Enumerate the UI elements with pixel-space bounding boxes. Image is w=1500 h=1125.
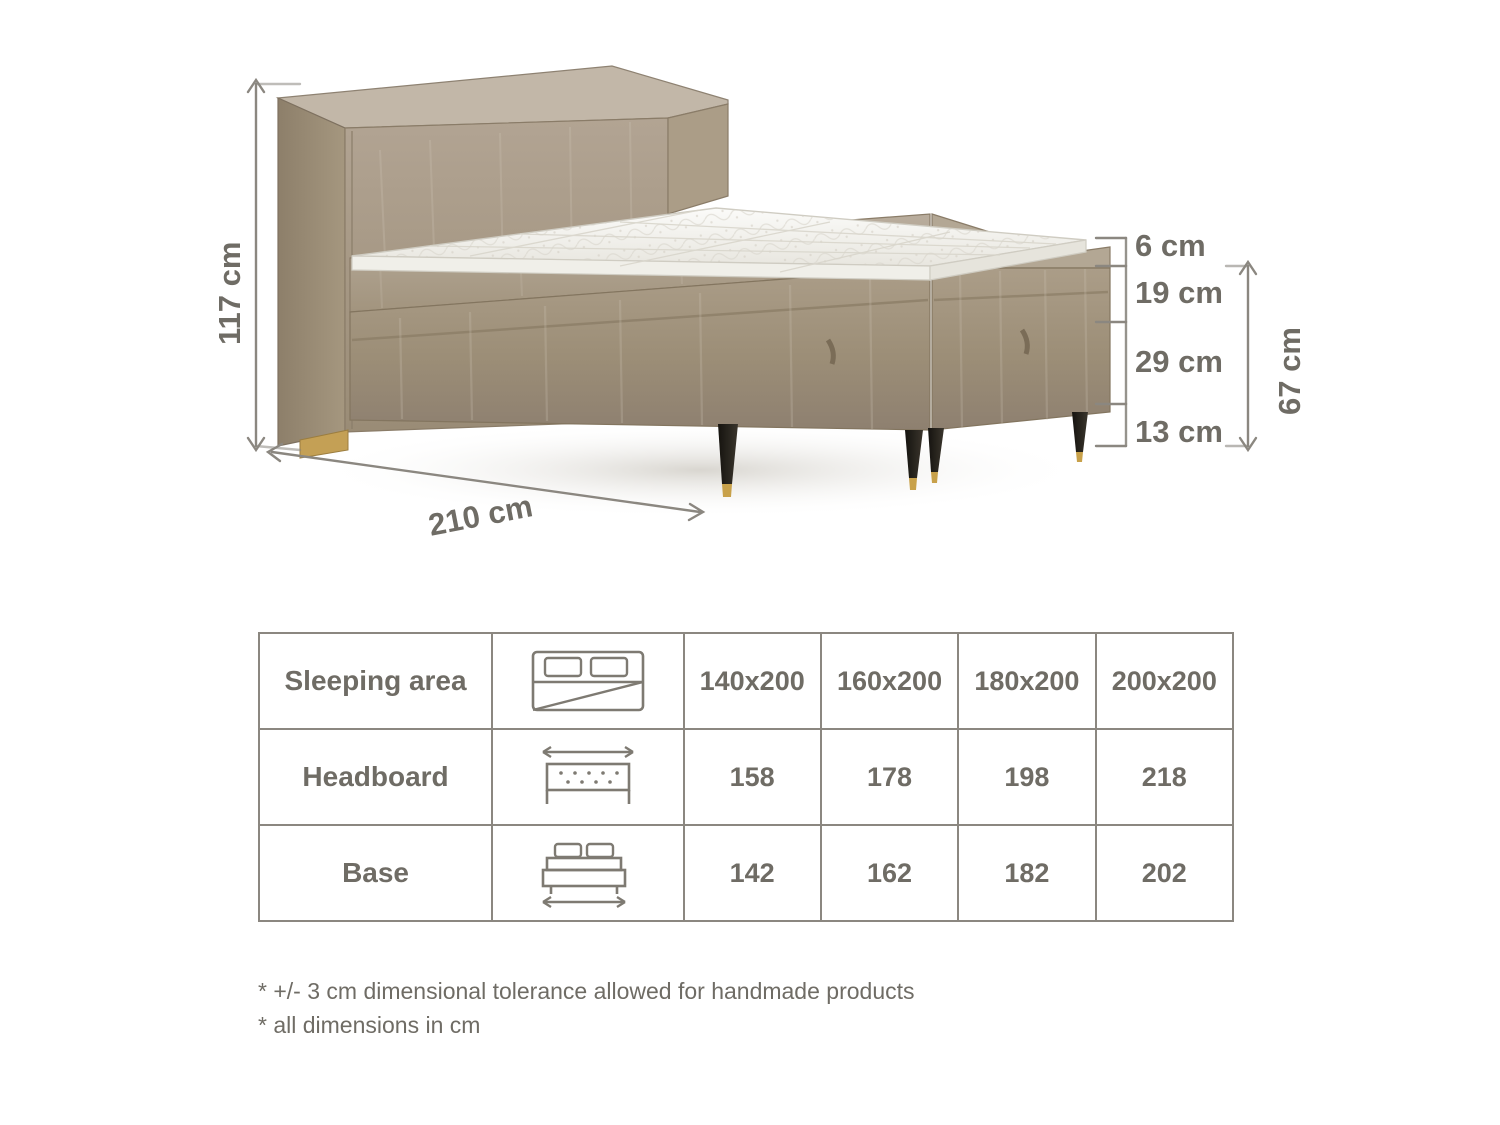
- base-width-160: 162: [821, 825, 958, 921]
- dimension-length: 210 cm: [425, 488, 536, 543]
- base-width-200: 202: [1096, 825, 1233, 921]
- table-row: [259, 825, 1233, 921]
- specification-table: [258, 632, 1234, 922]
- dimension-total-height: 117 cm: [212, 241, 247, 345]
- base-width-180: 182: [958, 825, 1095, 921]
- row-label-headboard: Headboard: [259, 729, 492, 825]
- footnote-tolerance: * +/- 3 cm dimensional tolerance allowed for handmade products: [258, 978, 915, 1004]
- headboard-width-180: 198: [958, 729, 1095, 825]
- dimension-layer-legs: 13 cm: [1135, 414, 1223, 449]
- dimension-layer-mattress: 19 cm: [1135, 275, 1223, 310]
- base-front-width-icon: [492, 825, 683, 921]
- dimension-base-height: 67 cm: [1272, 327, 1307, 415]
- bed-top-view-icon: [492, 633, 683, 729]
- headboard-width-200: 218: [1096, 729, 1233, 825]
- dimension-layer-topper: 6 cm: [1135, 228, 1206, 263]
- headboard-width-160: 178: [821, 729, 958, 825]
- base-width-140: 142: [684, 825, 821, 921]
- bed-top-view-glyph: [529, 648, 647, 714]
- header-size-180x200: 180x200: [958, 633, 1095, 729]
- header-size-200x200: 200x200: [1096, 633, 1233, 729]
- row-label-sleeping-area: Sleeping area: [259, 633, 492, 729]
- headboard-width-140: 158: [684, 729, 821, 825]
- row-label-base: Base: [259, 825, 492, 921]
- headboard-width-icon: [492, 729, 683, 825]
- footnote-units: * all dimensions in cm: [258, 1012, 481, 1038]
- headboard-width-glyph: [529, 742, 647, 812]
- header-size-140x200: 140x200: [684, 633, 821, 729]
- dimension-layer-box: 29 cm: [1135, 344, 1223, 379]
- table-row: [259, 633, 1233, 729]
- base-front-width-glyph: [529, 836, 647, 910]
- header-size-160x200: 160x200: [821, 633, 958, 729]
- table-row: [259, 729, 1233, 825]
